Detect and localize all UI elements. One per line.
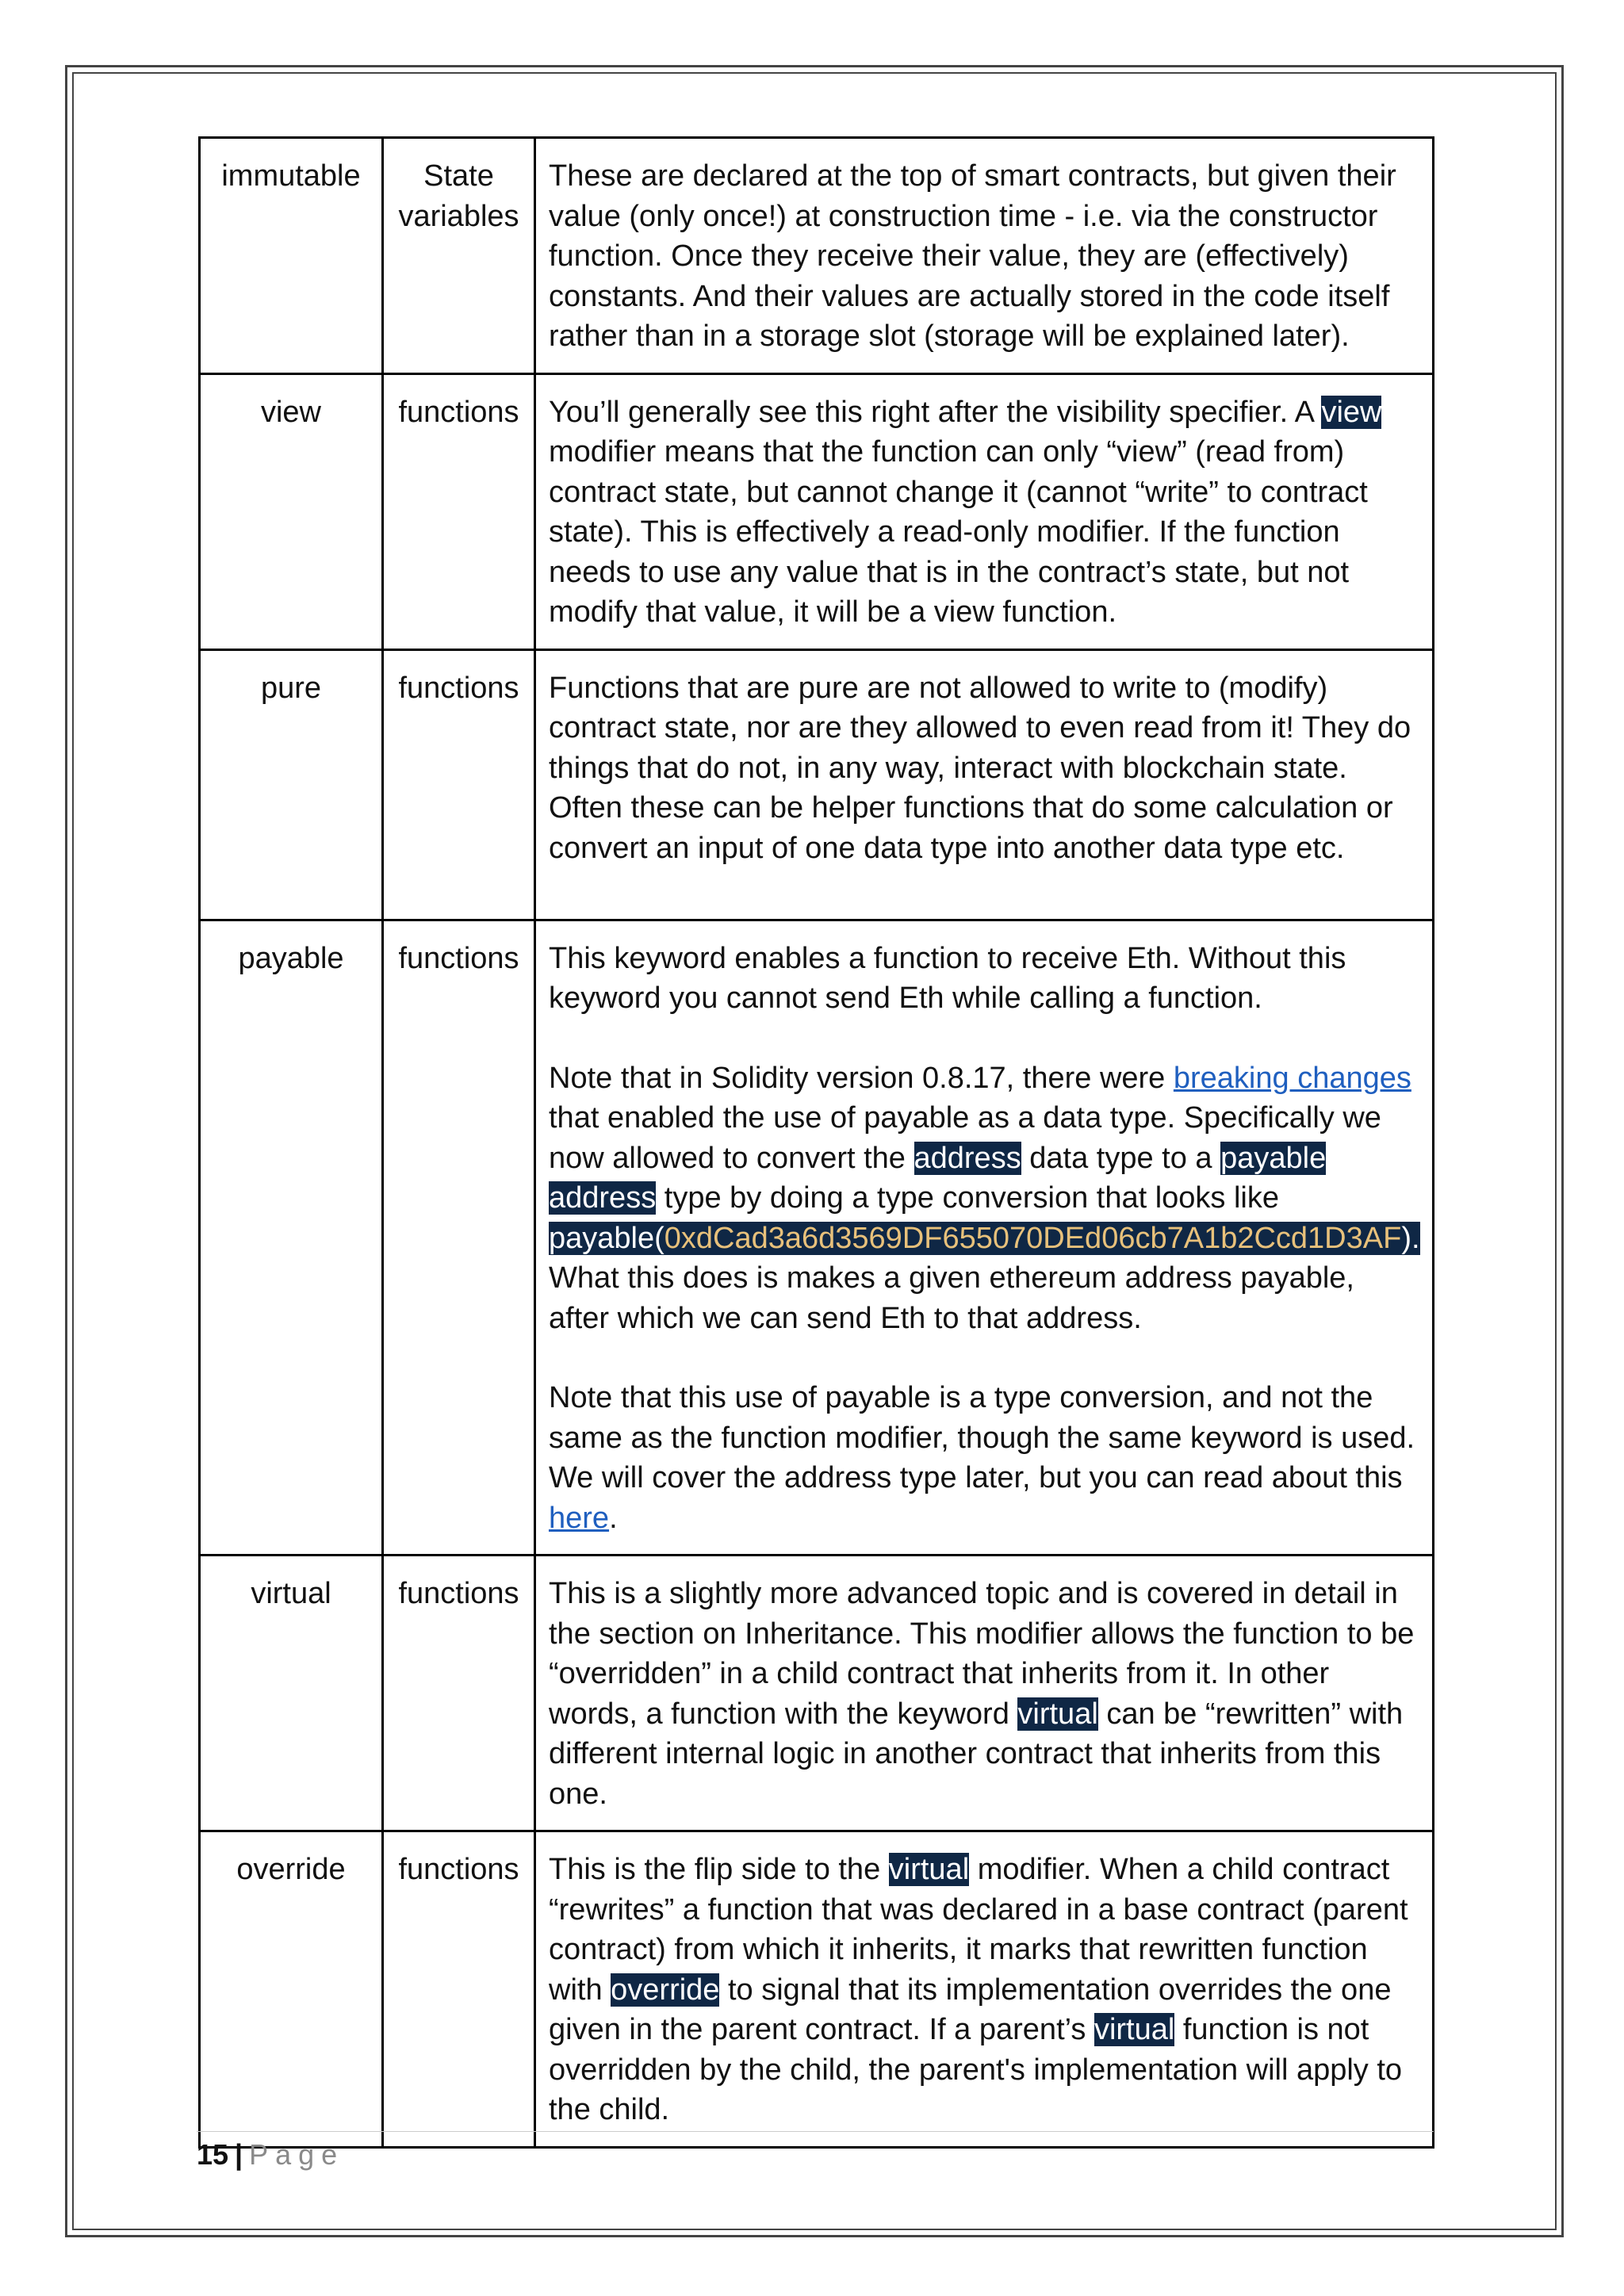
table-row <box>200 920 1434 1556</box>
code-payable-open: payable( <box>549 1221 665 1255</box>
description-text: These are declared at the top of smart contracts, but given their value (only once!) at construction time - i.e. via the constructor function. Once they receive their value, they are (effectively) constants. And their values are actually stored in the code itself rather than in a storage slot (storage will be explained later). <box>549 159 1396 353</box>
applies-to-cell: functions <box>383 373 535 649</box>
code-highlight-virtual: virtual <box>888 1853 970 1886</box>
description-text: to signal that its implementation overrides the one given in the parent contract. If a parent’s <box>549 1973 1392 2046</box>
description-paragraph <box>549 1058 1421 1339</box>
applies-to-cell: State variables <box>383 138 535 374</box>
description-text: What this does is makes a given ethereum address payable, after which we can send Eth to that address. <box>549 1261 1354 1335</box>
keyword-cell: payable <box>200 920 383 1556</box>
description-text: Note that this use of payable is a type conversion, and not the same as the function modifier, though the same keyword is used. We will cover the address type later, but you can read about this <box>549 1381 1415 1494</box>
description-cell <box>535 1831 1434 2148</box>
table-row <box>200 1831 1434 2148</box>
keyword-cell: immutable <box>200 138 383 374</box>
description-text: This is a slightly more advanced topic and is covered in detail in the section on Inheritance. This modifier allows the function to be “overridden” in a child contract that inherits from it. In other words, a function with the keyword <box>549 1577 1415 1731</box>
table-row <box>200 138 1434 374</box>
table-row <box>200 1556 1434 1831</box>
code-highlight-virtual: virtual <box>1094 2013 1175 2046</box>
page-footer <box>197 2131 1434 2173</box>
description-cell <box>535 649 1434 920</box>
table-row <box>200 649 1434 920</box>
description-cell <box>535 138 1434 374</box>
description-text: modifier. When a child contract “rewrites” a function that was declared in a base contract (parent contract) from which it inherits, it marks that rewritten function with <box>549 1853 1408 2007</box>
modifiers-table <box>198 136 1434 2149</box>
description-text: data type to a <box>1021 1141 1221 1175</box>
code-highlight-payable-address: payable address <box>549 1141 1327 1215</box>
code-highlight-view: view <box>1321 395 1382 429</box>
paragraph-gap <box>549 1338 1421 1378</box>
applies-to-cell: functions <box>383 920 535 1556</box>
description-text: can be “rewritten” with different internal logic in another contract that inherits from this one. <box>549 1697 1404 1811</box>
description-text: modifier means that the function can only “view” (read from) contract state, but cannot change it (cannot “write” to contract state). This is effectively a read-only modifier. If the function needs to use any value that is in the contract’s state, but not modify that value, it will be a view function. <box>549 435 1368 629</box>
page-number: 15 <box>197 2138 229 2171</box>
code-highlight-override: override <box>611 1973 720 2007</box>
description-text: This is the flip side to the <box>549 1853 889 1886</box>
description-text: function is not overridden by the child, the parent's implementation will apply to the child. <box>549 2013 1403 2126</box>
here-link[interactable]: here <box>549 1501 610 1535</box>
table-row <box>200 373 1434 649</box>
description-cell <box>535 1556 1434 1831</box>
code-payable-close: ). <box>1401 1221 1420 1255</box>
description-cell <box>535 920 1434 1556</box>
description-cell <box>535 373 1434 649</box>
breaking-changes-link[interactable]: breaking changes <box>1173 1061 1411 1095</box>
code-address-literal: 0xdCad3a6d3569DF655070DEd06cb7A1b2Ccd1D3AF <box>664 1221 1402 1255</box>
keyword-cell: pure <box>200 649 383 920</box>
description-text: . <box>609 1501 618 1535</box>
keyword-cell: view <box>200 373 383 649</box>
page-label: Page <box>249 2138 345 2171</box>
keyword-cell: override <box>200 1831 383 2148</box>
footer-separator: | <box>235 2138 243 2171</box>
applies-to-cell: functions <box>383 1556 535 1831</box>
description-text: type by doing a type conversion that looks like <box>656 1181 1279 1215</box>
description-paragraph <box>549 1378 1421 1538</box>
description-text: that enabled the use of payable as a data type. Specifically we now allowed to convert the <box>549 1101 1381 1175</box>
code-highlight-virtual: virtual <box>1017 1697 1098 1731</box>
description-paragraph: This keyword enables a function to receive Eth. Without this keyword you cannot send Eth while calling a function. <box>549 941 1346 1015</box>
applies-to-cell: functions <box>383 649 535 920</box>
code-highlight-address: address <box>914 1141 1021 1175</box>
applies-to-cell: functions <box>383 1831 535 2148</box>
description-text: Functions that are pure are not allowed to write to (modify) contract state, nor are they allowed to even read from it! They do things that do not, in any way, interact with blockchain state. Often these can be helper functions that do some calculation or convert an input of one data type into another data type etc. <box>549 671 1411 865</box>
description-text: You’ll generally see this right after the visibility specifier. A <box>549 395 1322 429</box>
paragraph-gap <box>549 1019 1421 1058</box>
description-text: Note that in Solidity version 0.8.17, there were <box>549 1061 1174 1095</box>
keyword-cell: virtual <box>200 1556 383 1831</box>
